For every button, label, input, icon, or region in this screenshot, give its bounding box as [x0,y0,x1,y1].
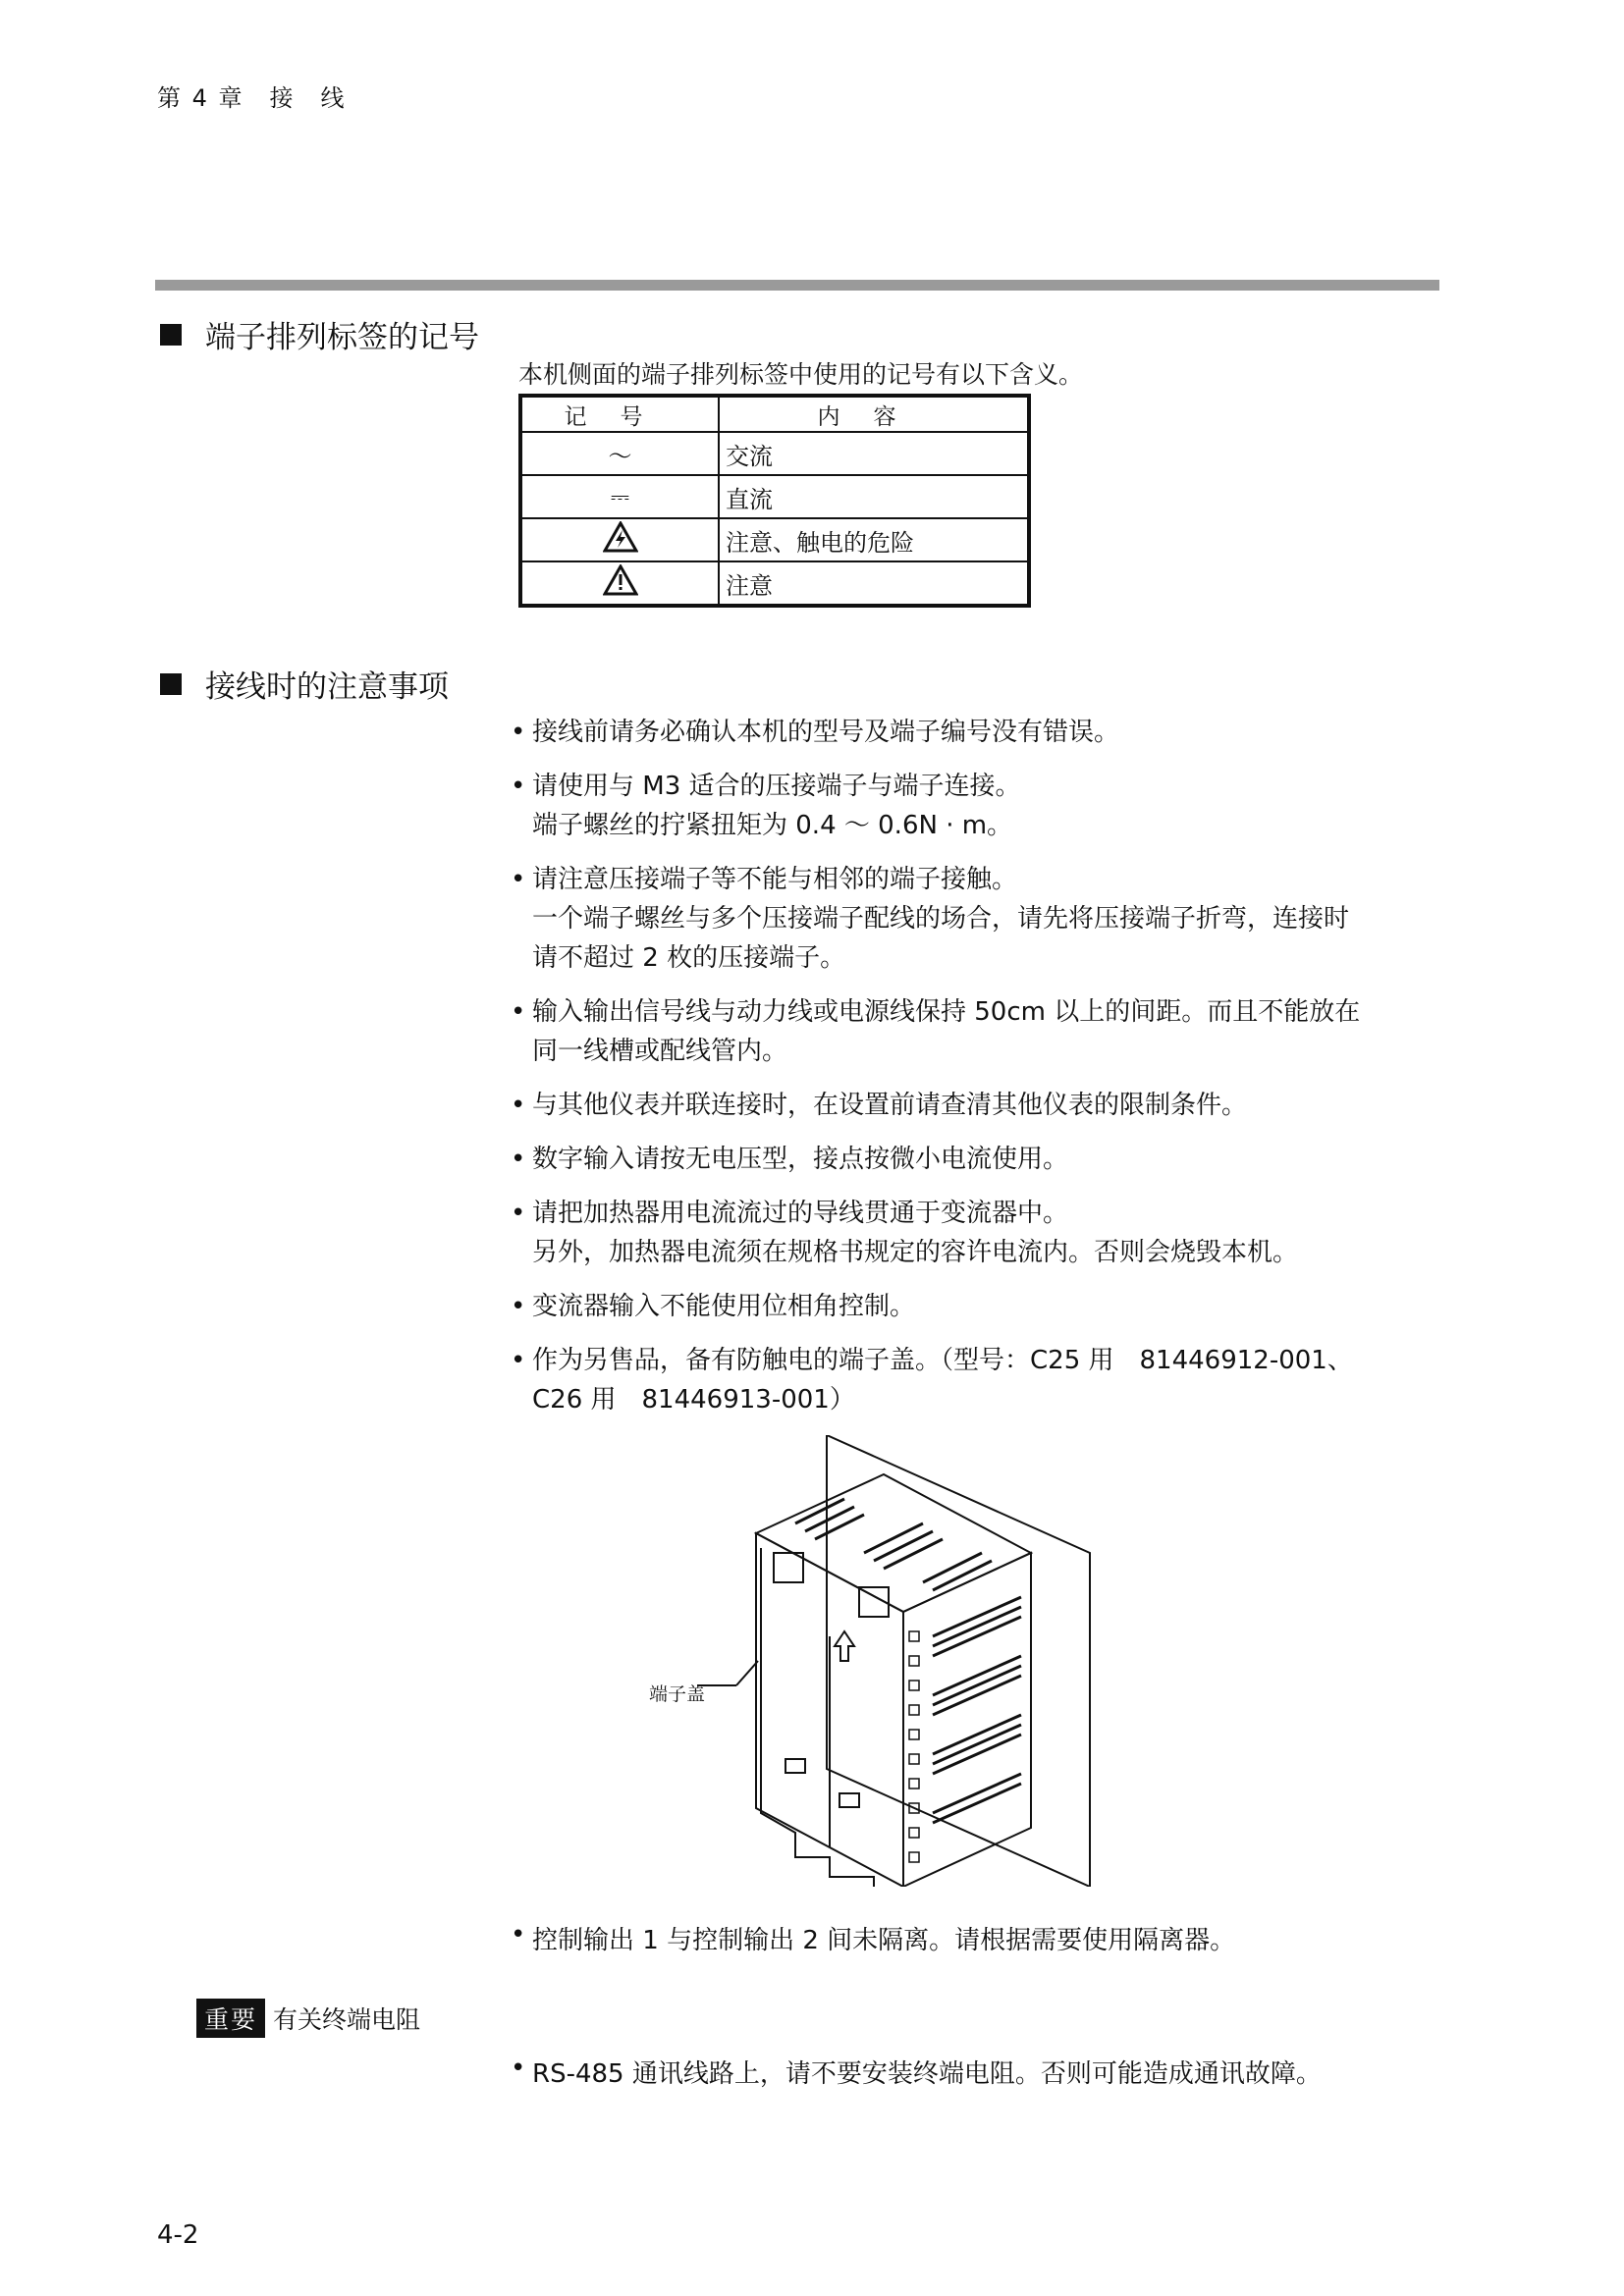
list-item [511,2054,1322,2090]
list-item [511,1194,1453,1272]
list-item [511,713,1453,752]
section-heading-symbols [160,312,479,356]
bullet-line: 与其他仪表并联连接时，在设置前请查清其他仪表的限制条件。 [532,1091,1248,1120]
bullet-mark: • [511,1346,526,1375]
list-item [511,1920,1235,1956]
bullet-line: 请把加热器用电流流过的导线贯通于变流器中。 [532,1199,1069,1228]
bullet-line: 接线前请务必确认本机的型号及端子编号没有错误。 [532,718,1120,747]
bullet-line: 请不超过 2 枚的压接端子。 [532,943,846,973]
bullet-line: C26 用 81446913-001） [532,1385,855,1415]
table-row [520,432,1029,475]
section-title: 端子排列标签的记号 [205,320,479,355]
bullet-line: 端子螺丝的拧紧扭矩为 0.4 ～ 0.6N · m。 [532,811,1013,840]
table-header-row [520,396,1029,432]
section-title: 接线时的注意事项 [205,669,449,705]
header-symbol: 记号 [520,396,719,432]
list-item [511,1287,1453,1326]
meaning-cell: 直流 [719,475,1029,518]
section-divider [155,280,1439,291]
bullet-mark: • [511,865,526,894]
bullet-line: 作为另售品，备有防触电的端子盖。（型号：C25 用 81446912-001、 [532,1346,1353,1375]
list-item [511,1341,1453,1419]
list-item [511,1086,1453,1125]
bullet-line: 另外，加热器电流须在规格书规定的容许电流内。否则会烧毁本机。 [532,1238,1299,1267]
bullet-text: RS-485 通讯线路上，请不要安装终端电阻。否则可能造成通讯故障。 [532,2059,1322,2089]
bullet-mark: • [511,1199,526,1228]
meaning-cell: 交流 [719,432,1029,475]
bullet-line: 请注意压接端子等不能与相邻的端子接触。 [532,865,1018,894]
bullet-mark: • [511,1920,526,1949]
terminal-cover-label: 端子盖 [649,1683,706,1705]
bullet-mark: • [511,1145,526,1174]
list-item [511,1140,1453,1179]
important-badge: 重要 [196,1999,265,2038]
bullet-mark: • [511,2054,526,2083]
bullet-line: 变流器输入不能使用位相角控制。 [532,1292,916,1321]
electric-shock-warning-icon [603,521,638,553]
table-row [520,475,1029,518]
symbol-table [518,394,1031,608]
important-title: 有关终端电阻 [273,2005,421,2034]
bullet-mark: • [511,772,526,801]
dc-symbol-icon: ⎓ [520,475,719,518]
meaning-cell: 注意 [719,561,1029,606]
table-row [520,518,1029,561]
bullet-line: 同一线槽或配线管内。 [532,1037,788,1066]
precautions-list [511,713,1453,1434]
bullet-line: 一个端子螺丝与多个压接端子配线的场合，请先将压接端子折弯，连接时 [532,904,1350,934]
bullet-mark: • [511,1091,526,1120]
bullet-mark: • [511,1292,526,1321]
bullet-mark: • [511,718,526,747]
bullet-line: 数字输入请按无电压型，接点按微小电流使用。 [532,1145,1069,1174]
bullet-line: 请使用与 M3 适合的压接端子与端子连接。 [532,772,1021,801]
header-meaning: 内容 [719,396,1029,432]
list-item [511,860,1453,978]
bullet-line: 输入输出信号线与动力线或电源线保持 50cm 以上的间距。而且不能放在 [532,997,1361,1027]
section-intro: 本机侧面的端子排列标签中使用的记号有以下含义。 [518,360,1084,389]
caution-warning-icon [603,564,638,596]
bullet-text: 控制输出 1 与控制输出 2 间未隔离。请根据需要使用隔离器。 [532,1926,1236,1955]
heading-square-icon [160,324,182,346]
section-heading-wiring [160,662,449,706]
important-heading [196,1999,420,2038]
table-row [520,561,1029,606]
ac-symbol-icon: ～ [520,432,719,475]
bullet-mark: • [511,997,526,1027]
list-item [511,767,1453,845]
meaning-cell: 注意、触电的危险 [719,518,1029,561]
page-number: 4-2 [157,2220,199,2250]
terminal-cover-figure [638,1435,1100,1887]
chapter-header: 第 4 章 接 线 [157,84,347,112]
list-item [511,992,1453,1071]
heading-square-icon [160,673,182,695]
